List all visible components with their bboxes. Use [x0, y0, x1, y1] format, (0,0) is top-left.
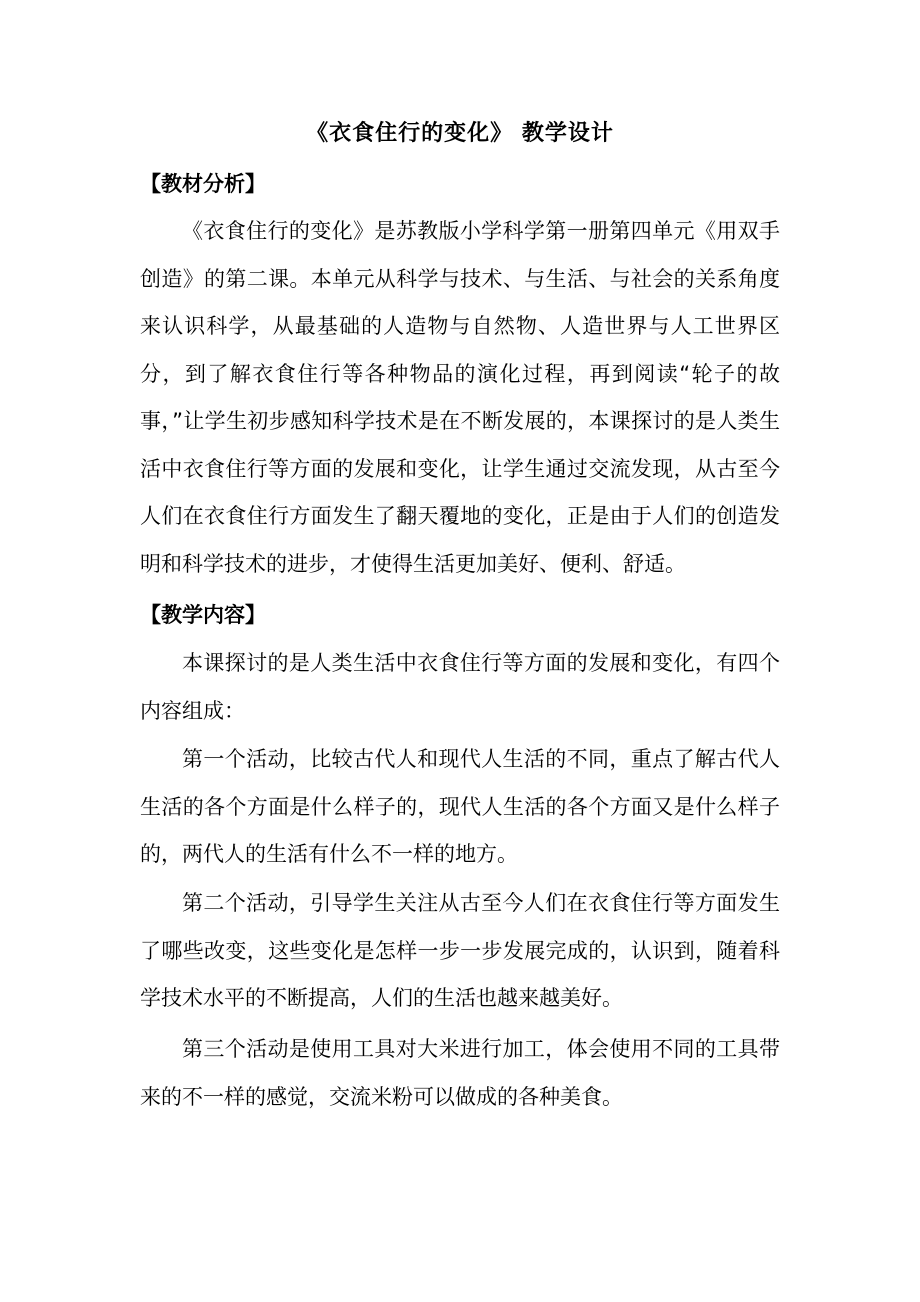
paragraph-textbook-analysis: 《衣食住行的变化》是苏教版小学科学第一册第四单元《用双手创造》的第二课。本单元从科学与技术、与生活、与社会的关系角度来认识科学，从最基础的人造物与自然物、人造世界与人工世界区分，到了解衣食住行等各种物品的演化过程，再到阅读“轮子的故事，”让学生初步感知科学技术是在不断发展的，本课探讨的是人类生活中衣食住行等方面的发展和变化，让学生通过交流发现，从古至今人们在衣食住行方面发生了翻天覆地的变化，正是由于人们的创造发明和科学技术的进步，才使得生活更加美好、便利、舒适。: [140, 219, 780, 576]
section-heading-teaching-content: 【教学内容】: [140, 603, 266, 627]
paragraph-activity-two: 第二个活动，引导学生关注从古至今人们在衣食住行等方面发生了哪些改变，这些变化是怎样一步一步发展完成的，认识到，随着科学技术水平的不断提高，人们的生活也越来越美好。: [140, 891, 780, 1010]
paragraph-activity-one: 第一个活动，比较古代人和现代人生活的不同，重点了解古代人生活的各个方面是什么样子的，现代人生活的各个方面又是什么样子的，两代人的生活有什么不一样的地方。: [140, 747, 780, 866]
paragraph-activity-three: 第三个活动是使用工具对大米进行加工，体会使用不同的工具带来的不一样的感觉，交流米粉可以做成的各种美食。: [140, 1037, 780, 1109]
section-heading-textbook-analysis: 【教材分析】: [140, 172, 266, 196]
document-title: 《衣食住行的变化》 教学设计: [306, 121, 614, 146]
paragraph-content-intro: 本课探讨的是人类生活中衣食住行等方面的发展和变化，有四个内容组成：: [140, 651, 780, 723]
